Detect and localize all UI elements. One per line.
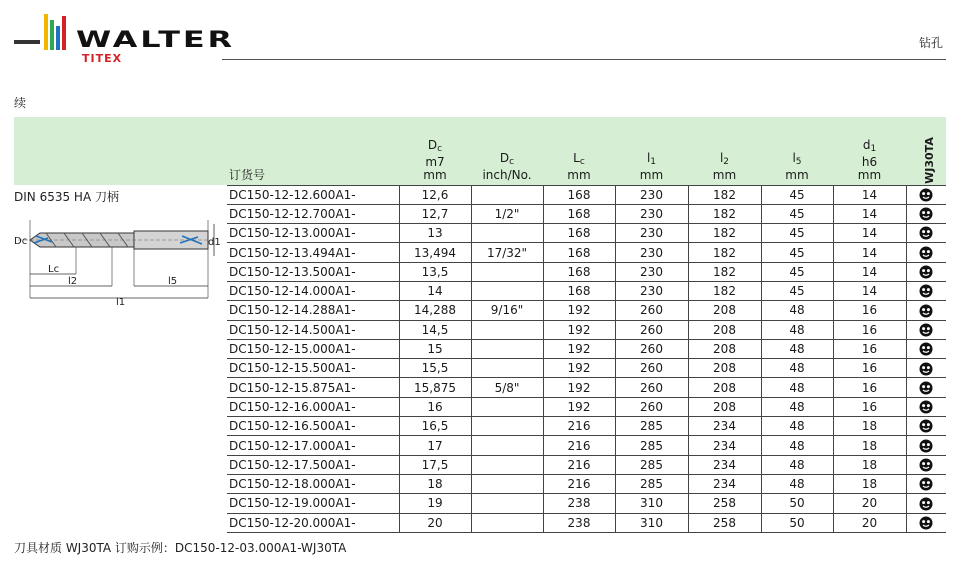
l1-cell: 230 xyxy=(615,185,688,204)
logo-bar-2 xyxy=(44,14,48,50)
order-number-cell: DC150-12-13.494A1- xyxy=(227,243,399,262)
l1-cell: 260 xyxy=(615,397,688,416)
table-row xyxy=(227,397,946,416)
order-number-cell: DC150-12-18.000A1- xyxy=(227,474,399,493)
dc-inch-cell xyxy=(471,339,543,358)
l5-cell: 48 xyxy=(761,397,833,416)
lc-cell: 192 xyxy=(543,301,615,320)
l5-cell: 48 xyxy=(761,320,833,339)
l1-cell: 260 xyxy=(615,301,688,320)
table-row xyxy=(227,301,946,320)
l1-cell: 230 xyxy=(615,243,688,262)
l5-cell: 48 xyxy=(761,436,833,455)
d1-cell: 16 xyxy=(833,320,906,339)
l5-cell: 48 xyxy=(761,359,833,378)
stock-item-icon xyxy=(919,265,933,279)
header-l2: $l_2$ mm xyxy=(688,117,761,185)
dc-cell: 15,875 xyxy=(399,378,471,397)
dc-inch-cell: 5/8" xyxy=(471,378,543,397)
l2-cell: 208 xyxy=(688,397,761,416)
grade-availability-cell xyxy=(906,204,946,223)
dc-inch-cell xyxy=(471,494,543,513)
dc-cell: 16,5 xyxy=(399,417,471,436)
dim-l2-label: l2 xyxy=(68,276,78,287)
table-row xyxy=(227,243,946,262)
grade-availability-cell xyxy=(906,262,946,281)
grade-availability-cell xyxy=(906,243,946,262)
lc-cell: 216 xyxy=(543,474,615,493)
stock-item-icon xyxy=(919,362,933,376)
l5-cell: 48 xyxy=(761,339,833,358)
lc-cell: 216 xyxy=(543,417,615,436)
lc-cell: 168 xyxy=(543,185,615,204)
shank-standard-label: DIN 6535 HA 刀柄 xyxy=(14,190,119,204)
l5-cell: 45 xyxy=(761,204,833,223)
dc-inch-cell xyxy=(471,262,543,281)
d1-cell: 18 xyxy=(833,474,906,493)
table-row xyxy=(227,513,946,532)
order-number-cell: DC150-12-17.000A1- xyxy=(227,436,399,455)
l1-cell: 285 xyxy=(615,455,688,474)
dc-cell: 14,5 xyxy=(399,320,471,339)
table-row xyxy=(227,339,946,358)
logo-bar-3 xyxy=(50,20,54,50)
dc-inch-cell xyxy=(471,397,543,416)
l5-cell: 50 xyxy=(761,494,833,513)
table-row xyxy=(227,262,946,281)
drill-dimension-drawing xyxy=(12,212,222,307)
d1-cell: 14 xyxy=(833,281,906,300)
lc-cell: 216 xyxy=(543,455,615,474)
stock-item-icon xyxy=(919,458,933,472)
l5-cell: 48 xyxy=(761,474,833,493)
d1-cell: 14 xyxy=(833,204,906,223)
l1-cell: 310 xyxy=(615,494,688,513)
l1-cell: 260 xyxy=(615,359,688,378)
table-header-row xyxy=(227,117,946,185)
l1-cell: 310 xyxy=(615,513,688,532)
order-number-cell: DC150-12-16.000A1- xyxy=(227,397,399,416)
ordering-example-note: 刀具材质 WJ30TA 订购示例：DC150-12-03.000A1-WJ30TA xyxy=(14,541,347,555)
header-lc: $L_c$ mm xyxy=(543,117,615,185)
dc-cell: 16 xyxy=(399,397,471,416)
grade-availability-cell xyxy=(906,378,946,397)
order-number-cell: DC150-12-14.288A1- xyxy=(227,301,399,320)
grade-availability-cell xyxy=(906,455,946,474)
l1-cell: 285 xyxy=(615,474,688,493)
dc-cell: 13,5 xyxy=(399,262,471,281)
grade-availability-cell xyxy=(906,474,946,493)
header-dc: $D_c$ m7 mm xyxy=(399,117,471,185)
l2-cell: 182 xyxy=(688,204,761,223)
d1-cell: 14 xyxy=(833,262,906,281)
l5-cell: 45 xyxy=(761,185,833,204)
l2-cell: 208 xyxy=(688,301,761,320)
l2-cell: 182 xyxy=(688,262,761,281)
dc-inch-cell xyxy=(471,224,543,243)
grade-availability-cell xyxy=(906,301,946,320)
l2-cell: 182 xyxy=(688,281,761,300)
lc-cell: 168 xyxy=(543,224,615,243)
l1-cell: 260 xyxy=(615,320,688,339)
l5-cell: 48 xyxy=(761,455,833,474)
header-l5: $l_5$ mm xyxy=(761,117,833,185)
table-row xyxy=(227,417,946,436)
lc-cell: 238 xyxy=(543,513,615,532)
table-row xyxy=(227,494,946,513)
table-body xyxy=(227,185,946,532)
stock-item-icon xyxy=(919,419,933,433)
l2-cell: 234 xyxy=(688,474,761,493)
l1-cell: 285 xyxy=(615,436,688,455)
d1-cell: 20 xyxy=(833,513,906,532)
table-row xyxy=(227,474,946,493)
order-number-cell: DC150-12-12.700A1- xyxy=(227,204,399,223)
table-row xyxy=(227,378,946,397)
lc-cell: 192 xyxy=(543,339,615,358)
stock-item-icon xyxy=(919,439,933,453)
lc-cell: 238 xyxy=(543,494,615,513)
logo-subtitle: TITEX xyxy=(82,52,123,65)
dc-inch-cell: 1/2" xyxy=(471,204,543,223)
d1-cell: 14 xyxy=(833,185,906,204)
l1-cell: 230 xyxy=(615,262,688,281)
stock-item-icon xyxy=(919,284,933,298)
header-rule xyxy=(222,59,946,60)
dc-inch-cell xyxy=(471,359,543,378)
logo-bar-1 xyxy=(14,40,40,44)
order-number-cell: DC150-12-13.500A1- xyxy=(227,262,399,281)
dim-dc-label: Dc xyxy=(14,236,28,247)
l5-cell: 45 xyxy=(761,281,833,300)
grade-availability-cell xyxy=(906,320,946,339)
dc-inch-cell xyxy=(471,185,543,204)
grade-availability-cell xyxy=(906,417,946,436)
table-row xyxy=(227,281,946,300)
table-row xyxy=(227,455,946,474)
order-number-cell: DC150-12-14.000A1- xyxy=(227,281,399,300)
stock-item-icon xyxy=(919,207,933,221)
l2-cell: 208 xyxy=(688,339,761,358)
stock-item-icon xyxy=(919,246,933,260)
grade-availability-cell xyxy=(906,513,946,532)
grade-availability-cell xyxy=(906,359,946,378)
dc-inch-cell xyxy=(471,513,543,532)
stock-item-icon xyxy=(919,323,933,337)
d1-cell: 14 xyxy=(833,243,906,262)
d1-cell: 16 xyxy=(833,378,906,397)
l1-cell: 285 xyxy=(615,417,688,436)
continued-label: 续 xyxy=(14,96,27,110)
l5-cell: 48 xyxy=(761,417,833,436)
section-tag: 钻孔 xyxy=(918,36,943,50)
lc-cell: 168 xyxy=(543,204,615,223)
d1-cell: 16 xyxy=(833,301,906,320)
grade-availability-cell xyxy=(906,397,946,416)
table-row xyxy=(227,320,946,339)
order-number-cell: DC150-12-13.000A1- xyxy=(227,224,399,243)
dc-cell: 18 xyxy=(399,474,471,493)
l2-cell: 234 xyxy=(688,436,761,455)
table-row xyxy=(227,436,946,455)
l1-cell: 260 xyxy=(615,339,688,358)
l2-cell: 258 xyxy=(688,513,761,532)
header-order-number: 订货号 xyxy=(227,117,399,185)
header-d1: $d_1$ h6 mm xyxy=(833,117,906,185)
dim-l5-label: l5 xyxy=(168,276,178,287)
l2-cell: 182 xyxy=(688,185,761,204)
lc-cell: 192 xyxy=(543,320,615,339)
dc-cell: 20 xyxy=(399,513,471,532)
order-number-cell: DC150-12-15.000A1- xyxy=(227,339,399,358)
d1-cell: 18 xyxy=(833,417,906,436)
dc-cell: 13 xyxy=(399,224,471,243)
d1-cell: 16 xyxy=(833,397,906,416)
lc-cell: 192 xyxy=(543,359,615,378)
dc-cell: 12,7 xyxy=(399,204,471,223)
dim-d1-label: d1 xyxy=(208,237,221,248)
l5-cell: 45 xyxy=(761,262,833,281)
l2-cell: 234 xyxy=(688,455,761,474)
d1-cell: 14 xyxy=(833,224,906,243)
order-number-cell: DC150-12-15.500A1- xyxy=(227,359,399,378)
table-row xyxy=(227,185,946,204)
dc-cell: 19 xyxy=(399,494,471,513)
grade-availability-cell xyxy=(906,281,946,300)
lc-cell: 192 xyxy=(543,378,615,397)
l2-cell: 182 xyxy=(688,224,761,243)
stock-item-icon xyxy=(919,342,933,356)
dc-inch-cell xyxy=(471,320,543,339)
walter-titex-logo xyxy=(14,14,236,65)
drill-spec-table xyxy=(227,117,946,533)
stock-item-icon xyxy=(919,516,933,530)
dc-cell: 14,288 xyxy=(399,301,471,320)
dc-cell: 17 xyxy=(399,436,471,455)
stock-item-icon xyxy=(919,497,933,511)
dim-l1-label: l1 xyxy=(116,297,126,307)
order-number-cell: DC150-12-15.875A1- xyxy=(227,378,399,397)
stock-item-icon xyxy=(919,188,933,202)
dc-inch-cell xyxy=(471,281,543,300)
grade-availability-cell xyxy=(906,339,946,358)
l5-cell: 48 xyxy=(761,301,833,320)
dc-inch-cell: 9/16" xyxy=(471,301,543,320)
l1-cell: 230 xyxy=(615,204,688,223)
dc-inch-cell xyxy=(471,417,543,436)
grade-availability-cell xyxy=(906,494,946,513)
order-number-cell: DC150-12-14.500A1- xyxy=(227,320,399,339)
table-row xyxy=(227,204,946,223)
grade-availability-cell xyxy=(906,224,946,243)
dc-cell: 15 xyxy=(399,339,471,358)
header-l1: $l_1$ mm xyxy=(615,117,688,185)
l2-cell: 182 xyxy=(688,243,761,262)
header-grade: WJ30TA xyxy=(906,117,946,185)
l5-cell: 45 xyxy=(761,243,833,262)
dc-cell: 15,5 xyxy=(399,359,471,378)
order-number-cell: DC150-12-16.500A1- xyxy=(227,417,399,436)
l5-cell: 50 xyxy=(761,513,833,532)
grade-availability-cell xyxy=(906,185,946,204)
logo-bar-5 xyxy=(62,16,66,50)
dc-cell: 13,494 xyxy=(399,243,471,262)
l1-cell: 230 xyxy=(615,281,688,300)
dim-lc-label: Lc xyxy=(48,264,60,275)
drill-body xyxy=(18,231,212,249)
dc-inch-cell xyxy=(471,474,543,493)
stock-item-icon xyxy=(919,381,933,395)
d1-cell: 20 xyxy=(833,494,906,513)
l1-cell: 230 xyxy=(615,224,688,243)
lc-cell: 216 xyxy=(543,436,615,455)
l2-cell: 208 xyxy=(688,378,761,397)
logo-bar-4 xyxy=(56,26,60,50)
stock-item-icon xyxy=(919,477,933,491)
lc-cell: 168 xyxy=(543,243,615,262)
d1-cell: 18 xyxy=(833,455,906,474)
l2-cell: 208 xyxy=(688,320,761,339)
stock-item-icon xyxy=(919,226,933,240)
dc-inch-cell xyxy=(471,436,543,455)
l5-cell: 45 xyxy=(761,224,833,243)
l2-cell: 208 xyxy=(688,359,761,378)
table-row xyxy=(227,359,946,378)
dc-inch-cell xyxy=(471,455,543,474)
stock-item-icon xyxy=(919,400,933,414)
dc-cell: 14 xyxy=(399,281,471,300)
grade-availability-cell xyxy=(906,436,946,455)
lc-cell: 168 xyxy=(543,262,615,281)
order-number-cell: DC150-12-19.000A1- xyxy=(227,494,399,513)
d1-cell: 16 xyxy=(833,339,906,358)
dc-cell: 12,6 xyxy=(399,185,471,204)
d1-cell: 16 xyxy=(833,359,906,378)
dc-inch-cell: 17/32" xyxy=(471,243,543,262)
table-row xyxy=(227,224,946,243)
l1-cell: 260 xyxy=(615,378,688,397)
logo-wordmark: WALTER xyxy=(76,28,236,53)
stock-item-icon xyxy=(919,304,933,318)
order-number-cell: DC150-12-17.500A1- xyxy=(227,455,399,474)
lc-cell: 168 xyxy=(543,281,615,300)
d1-cell: 18 xyxy=(833,436,906,455)
l5-cell: 48 xyxy=(761,378,833,397)
l2-cell: 258 xyxy=(688,494,761,513)
dc-cell: 17,5 xyxy=(399,455,471,474)
order-number-cell: DC150-12-12.600A1- xyxy=(227,185,399,204)
header-dc-inch: $D_c$ inch/No. xyxy=(471,117,543,185)
order-number-cell: DC150-12-20.000A1- xyxy=(227,513,399,532)
l2-cell: 234 xyxy=(688,417,761,436)
lc-cell: 192 xyxy=(543,397,615,416)
